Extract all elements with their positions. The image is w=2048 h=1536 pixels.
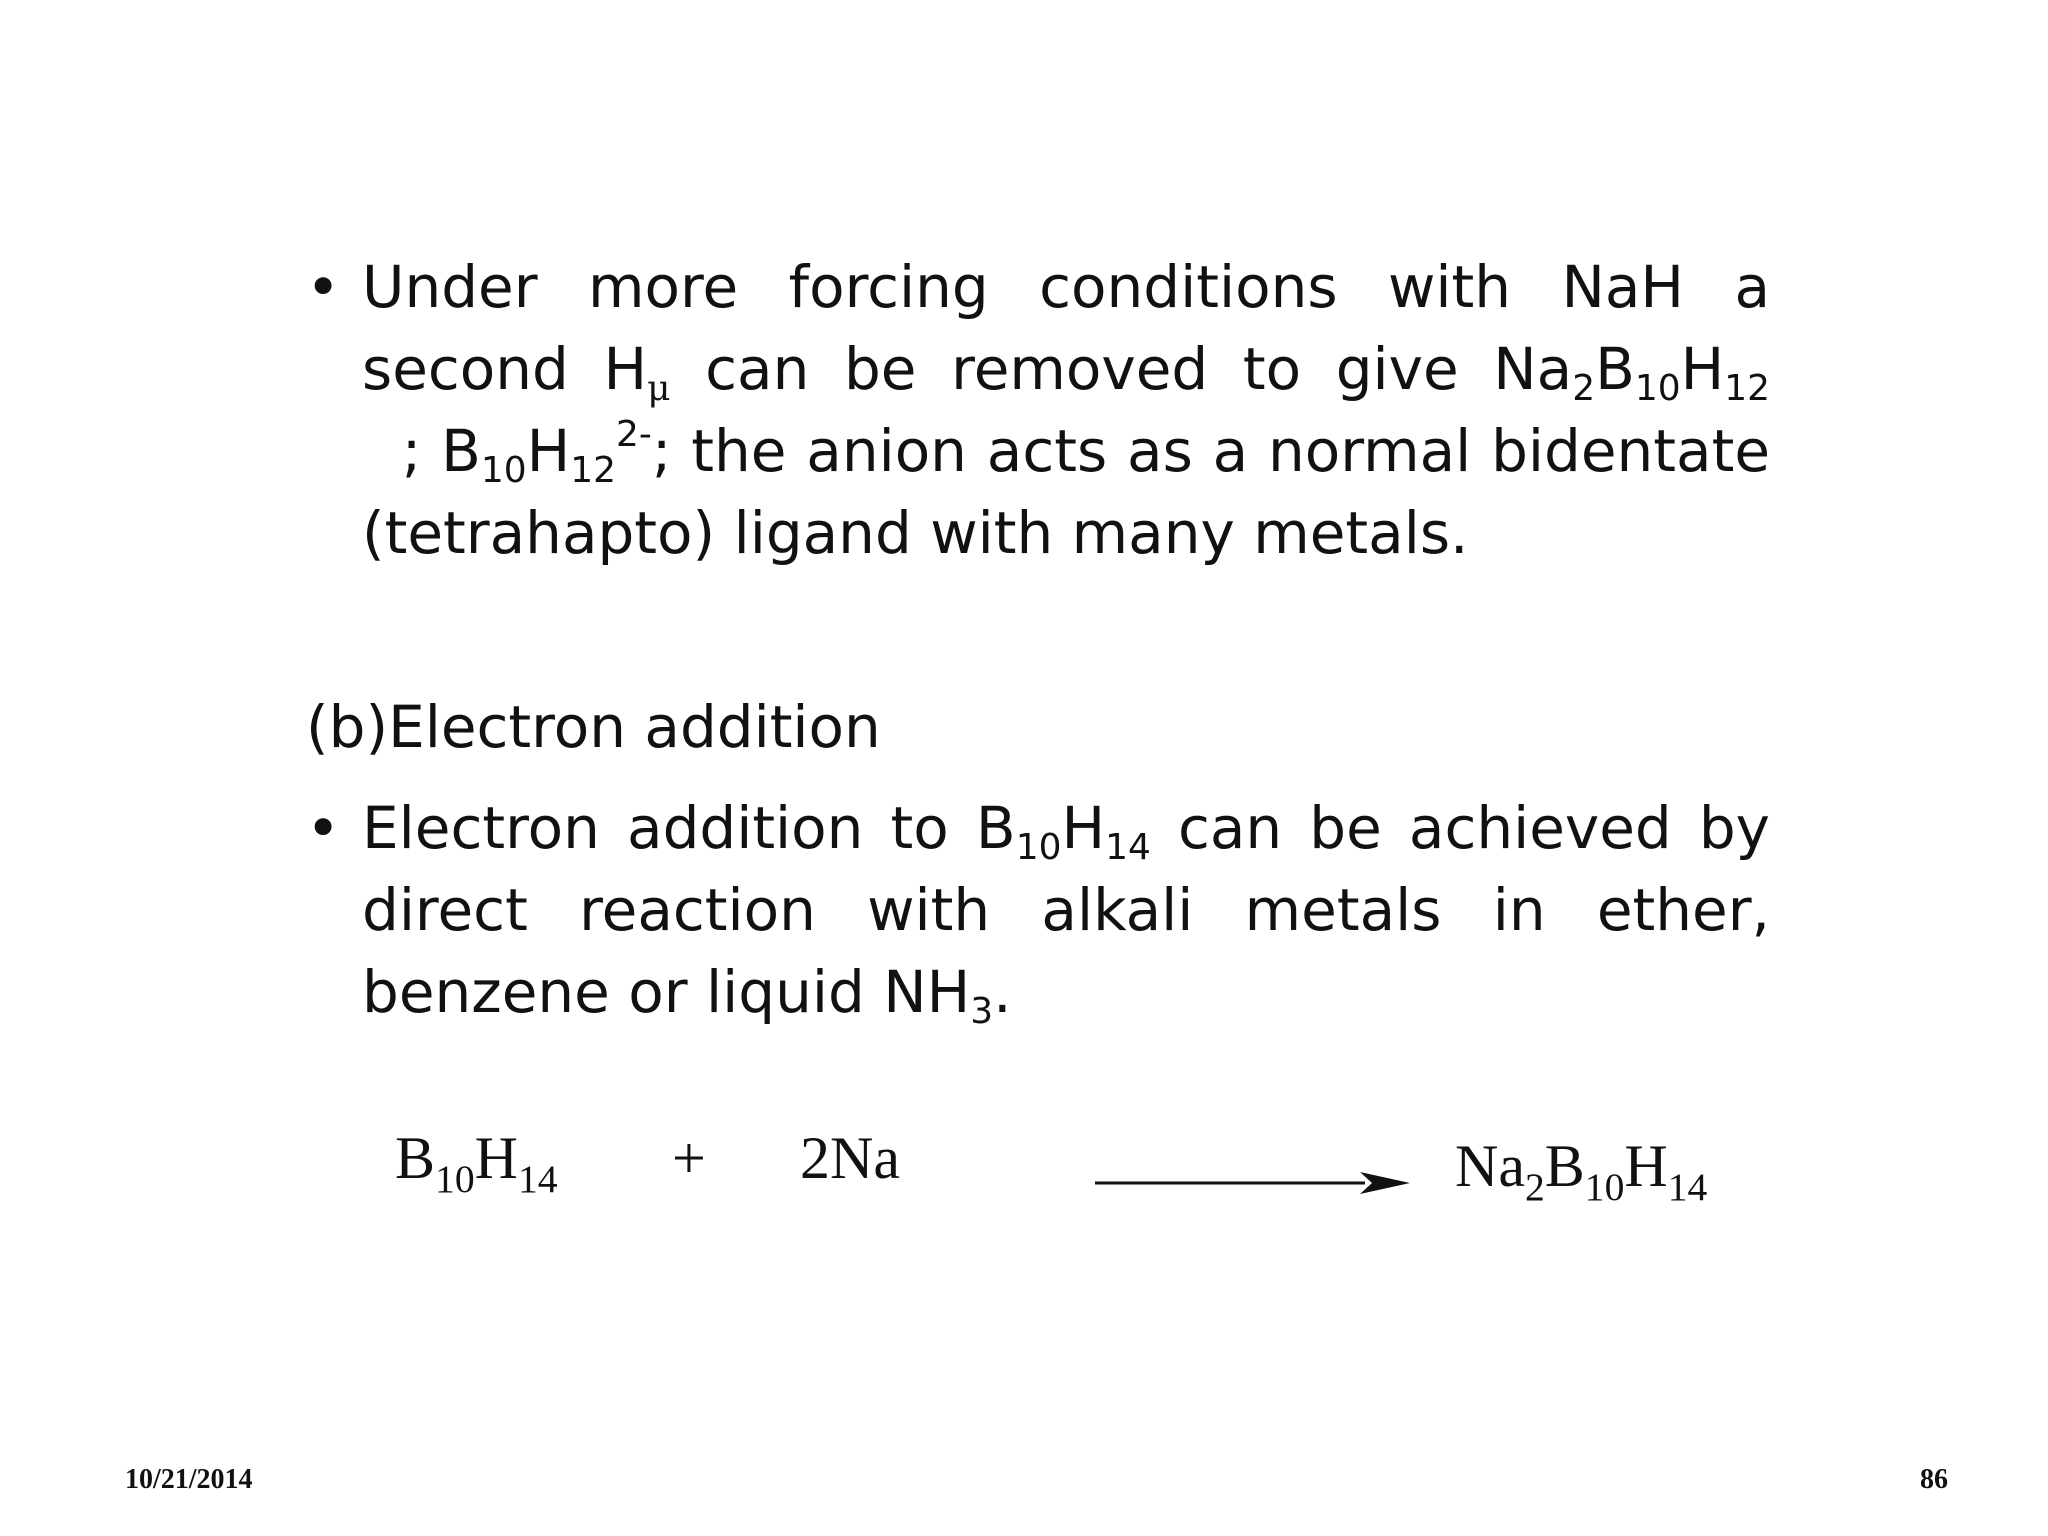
- separator: ; B: [362, 417, 481, 485]
- section-heading-electron-addition: (b)Electron addition: [306, 693, 881, 761]
- bullet-item-electron-addition: [300, 787, 1770, 1033]
- subscript: 12: [1724, 367, 1771, 409]
- bullet1-mid: can be removed to give Na: [670, 335, 1573, 403]
- plus-sign: +: [672, 1125, 706, 1191]
- product-sodium-decaborate: $Na_2B_{10}H_{14}$: [1455, 1133, 1708, 1209]
- subscript: 10: [480, 449, 527, 491]
- subscript: 12: [570, 449, 616, 491]
- bullet-dot: •: [306, 253, 341, 321]
- subscript: 3: [970, 990, 994, 1032]
- subscript: 10: [1634, 367, 1681, 409]
- semicolon: ;: [651, 417, 672, 485]
- element-symbol: B: [1595, 335, 1635, 403]
- bullet1-rest: the anion acts as a normal bidentate (tetrahapto) ligand with many metals.: [362, 417, 1771, 567]
- charge-superscript: 2-: [616, 413, 652, 455]
- bullet-item-forcing-conditions: [300, 246, 1770, 574]
- element-symbol: H: [526, 417, 571, 485]
- bullet-dot: •: [306, 794, 341, 862]
- reactant-sodium: 2Na: [800, 1125, 900, 1191]
- bullet2-pre: Electron addition to B: [362, 794, 1016, 862]
- bullet1-line1: Under more forcing conditions with NaH a second: [362, 253, 1770, 403]
- page-number: 86: [1920, 1464, 1948, 1495]
- subscript: 10: [1015, 826, 1062, 868]
- reactant-decaborane: $B_{10}H_{14}$: [395, 1125, 558, 1201]
- reaction-arrow-icon: [1095, 1144, 1410, 1213]
- reaction-equation: [0, 1124, 2048, 1244]
- mu-subscript: μ: [647, 367, 671, 409]
- bullet2-mid: can be achieved by direct reaction with alkali metals in ether, benzene or liquid NH: [362, 794, 1771, 1026]
- period: .: [993, 958, 1012, 1026]
- element-symbol: H: [1061, 794, 1106, 862]
- footer-date: 10/21/2014: [125, 1464, 253, 1495]
- subscript: 14: [1105, 826, 1151, 868]
- subscript: 2: [1572, 367, 1596, 409]
- bullet1-h: H: [603, 335, 648, 403]
- element-symbol: H: [1680, 335, 1725, 403]
